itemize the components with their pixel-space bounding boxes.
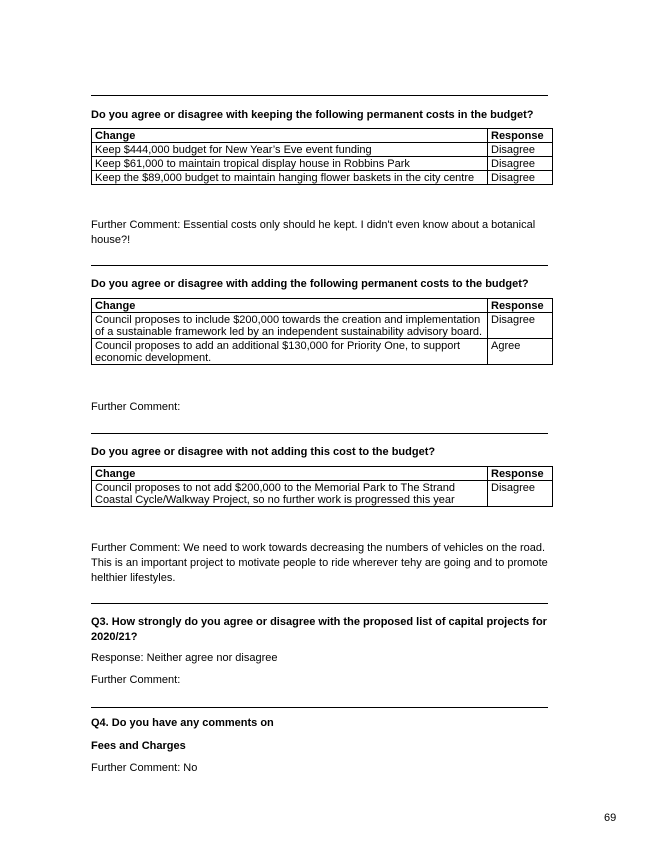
further-comment: Further Comment: Essential costs only should he kept. I didn't even know about a botanical house?! [91, 219, 536, 246]
response-cell: Disagree [488, 313, 553, 339]
response-cell: Disagree [488, 157, 553, 171]
table-header-row [92, 467, 553, 481]
section-question: Do you agree or disagree with adding the following permanent costs to the budget? [91, 278, 529, 290]
change-cell: Council proposes to add an additional $130,000 for Priority One, to support economic development. [92, 339, 488, 365]
table-row [92, 171, 553, 185]
response-cell: Disagree [488, 171, 553, 185]
divider [91, 603, 548, 604]
costs-table [91, 466, 553, 507]
change-cell: Council proposes to not add $200,000 to the Memorial Park to The Strand Coastal Cycle/Walkway Project, so no further work is progressed this year [92, 481, 488, 507]
page-number: 69 [604, 812, 617, 824]
section-question: Do you agree or disagree with not adding this cost to the budget? [91, 446, 436, 458]
table-row [92, 481, 553, 507]
column-header-response: Response [488, 299, 553, 313]
table-row [92, 157, 553, 171]
divider [91, 433, 548, 434]
table-row [92, 339, 553, 365]
table-header-row [92, 299, 553, 313]
table-header-row [92, 129, 553, 143]
response-cell: Agree [488, 339, 553, 365]
further-comment: Further Comment: [91, 401, 181, 413]
response-cell: Disagree [488, 481, 553, 507]
table-row [92, 313, 553, 339]
further-comment: Further Comment: No [91, 762, 198, 774]
column-header-change: Change [92, 129, 488, 143]
q4-subheading: Fees and Charges [91, 740, 186, 752]
change-cell: Keep the $89,000 budget to maintain hanging flower baskets in the city centre [92, 171, 488, 185]
costs-table [91, 298, 553, 365]
further-comment: Further Comment: [91, 674, 181, 686]
divider [91, 95, 548, 96]
q3-response: Response: Neither agree nor disagree [91, 652, 278, 664]
column-header-response: Response [488, 467, 553, 481]
column-header-change: Change [92, 299, 488, 313]
change-cell: Council proposes to include $200,000 towards the creation and implementation of a sustainable framework led by an independent sustainability advisory board. [92, 313, 488, 339]
divider [91, 265, 548, 266]
divider [91, 707, 548, 708]
costs-table [91, 128, 553, 185]
column-header-response: Response [488, 129, 553, 143]
response-cell: Disagree [488, 143, 553, 157]
further-comment: Further Comment: We need to work towards decreasing the numbers of vehicles on the road. This is an important project to motivate people to ride wherever tehy are going and to promote helthier lifestyles. [91, 542, 548, 584]
table-row [92, 143, 553, 157]
column-header-change: Change [92, 467, 488, 481]
q4-question: Q4. Do you have any comments on [91, 717, 274, 729]
q3-question: Q3. How strongly do you agree or disagree with the proposed list of capital projects for 2020/21? [91, 616, 547, 643]
change-cell: Keep $61,000 to maintain tropical display house in Robbins Park [92, 157, 488, 171]
section-question: Do you agree or disagree with keeping the following permanent costs in the budget? [91, 109, 534, 121]
change-cell: Keep $444,000 budget for New Year’s Eve event funding [92, 143, 488, 157]
